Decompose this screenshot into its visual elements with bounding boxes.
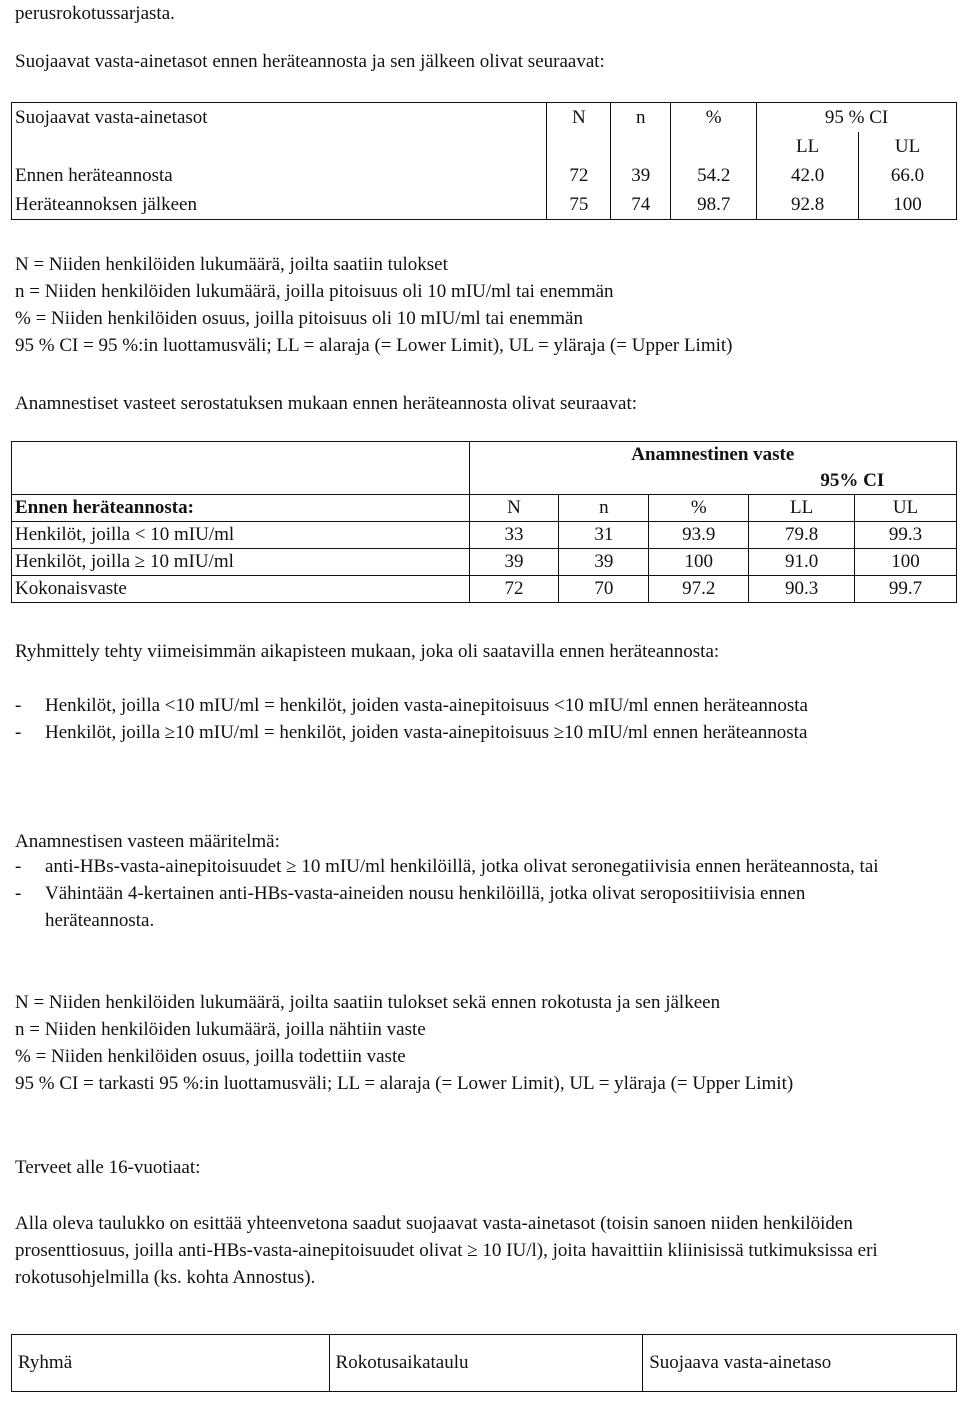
list-item: - Henkilöt, joilla ≥10 mIU/ml = henkilöt, joiden vasta-ainepitoisuus ≥10 mIU/ml ennen heräteannosta [15,722,808,743]
list-item: - Henkilöt, joilla <10 mIU/ml = henkilöt, joiden vasta-ainepitoisuus <10 mIU/ml ennen heräteannosta [15,695,808,716]
table-row: Henkilöt, joilla ≥ 10 mIU/ml 39 39 100 91.0 100 [12,549,957,576]
t1-header-pct: % [671,103,757,133]
t3-header-schedule: Rokotusaikataulu [329,1335,643,1392]
t1-subheader-LL: LL [757,132,859,161]
table-row: Heräteannoksen jälkeen 75 74 98.7 92.8 100 [12,190,957,220]
t1-header-n: n [611,103,671,133]
intro-tail: perusrokotussarjasta. [15,3,175,24]
protection-level-table [11,1334,957,1392]
t2-header-LL: LL [749,495,855,522]
t2-header-N: N [469,495,559,522]
t1-header-N: N [547,103,611,133]
definition-heading: Anamnestisen vasteen määritelmä: [15,831,280,852]
list-item: - Vähintään 4-kertainen anti-HBs-vasta-aineiden nousu henkilöillä, jotka olivat seropositiivisia ennen heräteannosta. [15,883,806,931]
t3-header-protection: Suojaava vasta-ainetaso [643,1335,957,1392]
t1-header-label: Suojaavat vasta-ainetasot [12,103,547,133]
section3-heading: Terveet alle 16-vuotiaat: [15,1157,201,1178]
legend-2-line: % = Niiden henkilöiden osuus, joilla todettiin vaste [15,1046,406,1067]
legend-2-line: N = Niiden henkilöiden lukumäärä, joilta saatiin tulokset sekä ennen rokotusta ja sen jälkeen [15,992,721,1013]
legend-2-line: n = Niiden henkilöiden lukumäärä, joilla nähtiin vaste [15,1019,426,1040]
table-row: Ennen heräteannosta 72 39 54.2 42.0 66.0 [12,161,957,190]
table-row: Kokonaisvaste 72 70 97.2 90.3 99.7 [12,576,957,603]
legend-2-line: 95 % CI = tarkasti 95 %:in luottamusväli; LL = alaraja (= Lower Limit), UL = yläraja (= Upper Limit) [15,1073,794,1094]
legend-1 [15,251,733,359]
t2-header-pct: % [649,495,749,522]
protective-antibody-table [11,102,957,220]
t2-header-n: n [559,495,649,522]
legend-1-line: 95 % CI = 95 %:in luottamusväli; LL = alaraja (= Lower Limit), UL = yläraja (= Upper Limit) [15,335,733,356]
section1-heading: Suojaavat vasta-ainetasot ennen heräteannosta ja sen jälkeen olivat seuraavat: [15,51,605,72]
anamnestic-response-table [11,441,957,603]
table-row: Henkilöt, joilla < 10 mIU/ml 33 31 93.9 79.8 99.3 [12,522,957,549]
grouping-text: Ryhmittely tehty viimeisimmän aikapisteen mukaan, joka oli saatavilla ennen heräteannosta: [15,641,720,662]
legend-1-line: % = Niiden henkilöiden osuus, joilla pitoisuus oli 10 mIU/ml tai enemmän [15,308,583,329]
grouping-list [15,692,875,746]
t3-header-group: Ryhmä [12,1335,330,1392]
t1-header-ci: 95 % CI [757,103,957,133]
legend-1-line: N = Niiden henkilöiden lukumäärä, joilta saatiin tulokset [15,254,448,275]
t2-ci-header: 95% CI [749,468,957,495]
t1-subheader-UL: UL [859,132,957,161]
section2-heading: Anamnestiset vasteet serostatuksen mukaan ennen heräteannosta olivat seuraavat: [15,393,638,414]
list-item: - anti-HBs-vasta-ainepitoisuudet ≥ 10 mIU/ml henkilöillä, jotka olivat seronegatiivisia ennen heräteannosta, tai [15,856,879,877]
definition-list [15,853,915,934]
legend-2 [15,989,925,1097]
t2-group-header: Anamnestinen vaste [469,442,956,469]
t2-header-UL: UL [855,495,957,522]
legend-1-line: n = Niiden henkilöiden lukumäärä, joilla pitoisuus oli 10 mIU/ml tai enemmän [15,281,614,302]
section3-paragraph: Alla oleva taulukko on esittää yhteenvetona saadut suojaavat vasta-ainetasot (toisin sanoen niiden henkilöiden prosenttiosuus, joilla anti-HBs-vasta-ainepitoisuudet olivat ≥ 10 IU/l), joita havaittiin kliinisissä tutkimuksissa eri rokotusohjelmilla (ks. kohta Annostus). [15,1213,878,1288]
t2-header-label: Ennen heräteannosta: [12,495,470,522]
